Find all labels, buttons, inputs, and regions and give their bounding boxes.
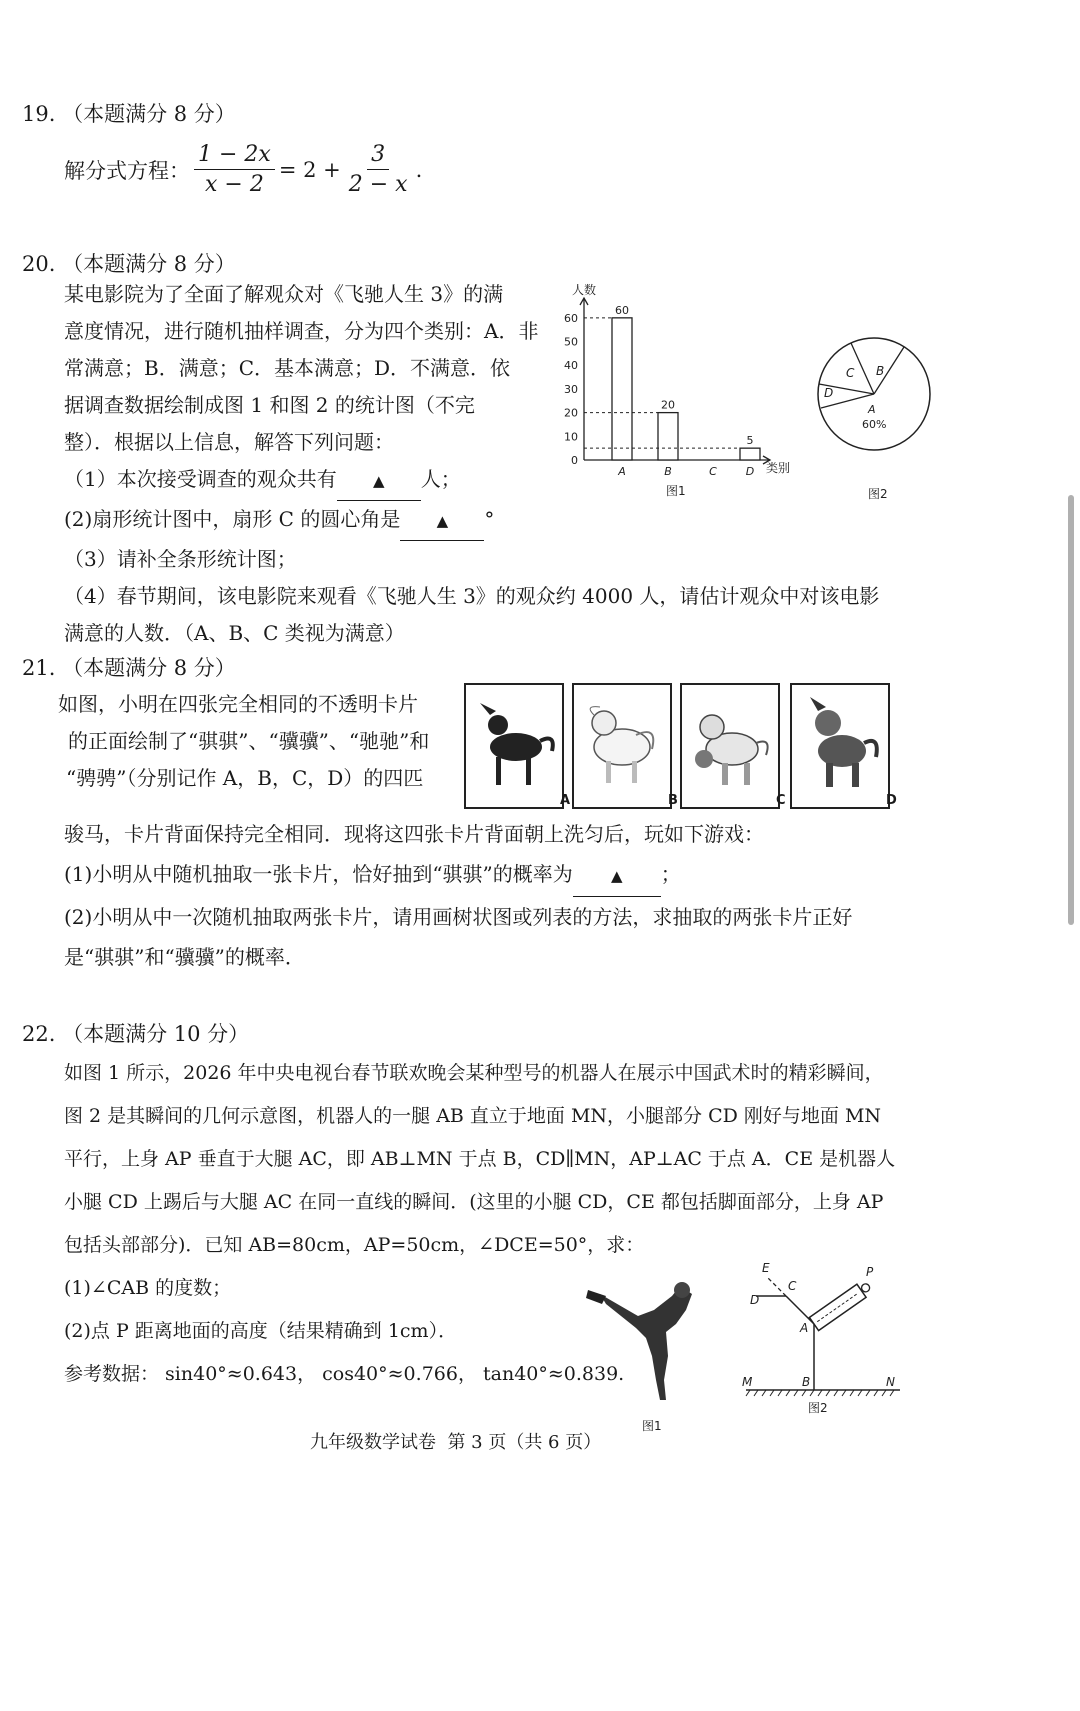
- point-label-a: A: [800, 1321, 809, 1335]
- pie-divider: [851, 343, 874, 394]
- card-a: [464, 683, 564, 809]
- q21-number: 21.: [22, 656, 56, 680]
- card-label-c: C: [776, 793, 786, 808]
- point-label-d: D: [750, 1293, 760, 1307]
- q20-points: （本题满分 8 分）: [62, 252, 236, 276]
- q20-sub4-line2: 满意的人数．（A、B、C 类视为满意）: [64, 621, 405, 645]
- bar-chart-y-tick: 60: [564, 311, 578, 325]
- q19-end: .: [415, 157, 423, 182]
- q20-sub2: [64, 501, 879, 541]
- q22-line: 小腿 CD 上踢后与大腿 AC 在同一直线的瞬间．(这里的小腿 CD，CE 都包括脚面部分，上身 AP: [64, 1191, 884, 1213]
- q22-line: 如图 1 所示，2026 年中央电视台春节联欢晚会某种型号的机器人在展示中国武术时的精彩瞬间，: [64, 1062, 884, 1084]
- point-label-n: N: [886, 1375, 895, 1389]
- q19-rhs-fraction: [345, 142, 412, 197]
- figure2-label: 图2: [808, 1401, 828, 1415]
- q19-lhs-denominator: x − 2: [205, 172, 264, 197]
- q21-sub2-line1: (2)小明从中一次随机抽取两张卡片，请用画树状图或列表的方法，求抽取的两张卡片正好: [64, 905, 853, 929]
- bar-chart-y-label: 人数: [572, 283, 597, 297]
- q22-sub2: (2)点 P 距离地面的高度（结果精确到 1cm）．: [64, 1320, 458, 1342]
- pie-chart: [810, 330, 945, 510]
- bar-chart-y-tick: 0: [571, 454, 578, 467]
- pie-label-c: C: [846, 366, 855, 380]
- q19-rhs-denominator: 2 − x: [348, 172, 408, 197]
- card-b: [572, 683, 672, 809]
- bar: [612, 318, 632, 460]
- bar-chart: [556, 280, 806, 500]
- robot-kick-figure: [580, 1276, 730, 1436]
- q20-number: 20.: [22, 252, 56, 276]
- bar-chart-y-tick: 20: [564, 406, 578, 420]
- upper-body-ap: [809, 1279, 873, 1331]
- card-d: [790, 683, 890, 809]
- bar-chart-title: 图1: [666, 484, 686, 498]
- q22-points: （本题满分 10 分）: [62, 1022, 250, 1046]
- point-label-c: C: [788, 1279, 797, 1293]
- q20-line: 据调查数据绘制成图 1 和图 2 的统计图（不完: [64, 393, 475, 417]
- q20-sub3: （3）请补全条形统计图；: [64, 547, 297, 571]
- q20-sub2-text: (2)扇形统计图中，扇形 C 的圆心角是: [64, 507, 401, 531]
- bar: [658, 413, 678, 460]
- robot-geometry-diagram: [738, 1252, 908, 1437]
- q21-points: （本题满分 8 分）: [62, 656, 236, 680]
- q21-sub1-answer-blank[interactable]: [573, 854, 661, 897]
- q22-sub1: (1)∠CAB 的度数；: [64, 1277, 232, 1299]
- blank-triangle-icon: ▲: [372, 472, 385, 490]
- q20-line: 意度情况，进行随机抽样调查，分为四个类别：A．非: [64, 319, 539, 343]
- q19-rhs-numerator: 3: [367, 142, 389, 170]
- blank-triangle-icon: ▲: [436, 512, 449, 530]
- figure1-label: 图1: [642, 1419, 662, 1433]
- point-label-m: M: [742, 1375, 753, 1389]
- bar-chart-y-tick: 50: [564, 335, 578, 349]
- q20-sub2-answer-blank[interactable]: [400, 501, 484, 541]
- card-label-a: A: [560, 793, 571, 808]
- point-label-e: E: [762, 1261, 770, 1275]
- q22-reference: 参考数据： sin40°≈0.643， cos40°≈0.766， tan40°≈0.839.: [64, 1363, 625, 1385]
- pie-label-d: D: [824, 386, 834, 400]
- pie-label-a-percent: 60%: [862, 418, 887, 431]
- bar: [740, 448, 760, 460]
- pie-label-b: B: [876, 364, 885, 378]
- q19-equation: [64, 142, 422, 197]
- q21-sub2-line2: 是“骐骐”和“骥骥”的概率．: [64, 945, 305, 969]
- pie-chart-title: 图2: [868, 487, 888, 501]
- q21-intro: [58, 686, 429, 797]
- q22-line: 图 2 是其瞬间的几何示意图，机器人的一腿 AB 直立于地面 MN，小腿部分 CD 刚好与地面 MN: [64, 1105, 882, 1127]
- card-label-b: B: [668, 793, 678, 808]
- q19-prompt: 解分式方程：: [64, 158, 190, 183]
- q19-heading: [22, 98, 236, 128]
- q19-points: （本题满分 8 分）: [62, 102, 236, 126]
- q19-lhs-numerator: 1 − 2x: [194, 142, 275, 170]
- bar-data-label: 60: [615, 303, 629, 317]
- q22-line: 包括头部部分)．已知 AB=80cm，AP=50cm，∠DCE=50°，求：: [64, 1234, 645, 1256]
- segment-ac: [786, 1296, 814, 1324]
- bar-chart-x-tick: A: [618, 465, 626, 478]
- bar-chart-x-tick: D: [745, 465, 755, 478]
- horse-d-icon: [792, 685, 888, 807]
- q20-line: 某电影院为了全面了解观众对《飞驰人生 3》的满: [64, 282, 504, 306]
- point-label-p: P: [866, 1265, 874, 1279]
- blank-triangle-icon: ▲: [611, 867, 623, 885]
- segment-ce: [768, 1278, 786, 1296]
- ground-hatching: [746, 1390, 894, 1396]
- bar-chart-y-tick: 30: [564, 382, 578, 396]
- q20-heading: [22, 248, 236, 278]
- q21-line: “骋骋”（分别记作 A，B，C，D）的四匹: [66, 766, 424, 790]
- q22-line: 平行，上身 AP 垂直于大腿 AC，即 AB⊥MN 于点 B，CD∥MN，AP⊥AC 于点 A．CE 是机器人: [64, 1148, 896, 1170]
- card-label-d: D: [886, 793, 897, 808]
- bar-chart-x-label: 类别: [766, 461, 791, 475]
- q21-sub1-text: (1)小明从中随机抽取一张卡片，恰好抽到“骐骐”的概率为: [64, 862, 573, 886]
- page-footer: 九年级数学试卷 第 3 页（共 6 页）: [310, 1432, 602, 1453]
- q19-middle: = 2 +: [278, 157, 341, 182]
- horse-b-icon: [574, 685, 670, 807]
- q20-sub1-text: （1）本次接受调查的观众共有: [64, 467, 337, 491]
- bar-chart-marks: [584, 304, 760, 460]
- q19-lhs-fraction: [194, 142, 275, 197]
- bar-chart-x-tick: C: [709, 465, 717, 478]
- q21-sub1: [64, 854, 852, 897]
- q20-sub1-answer-blank[interactable]: [337, 461, 421, 501]
- bar-chart-y-tick: 10: [564, 430, 578, 444]
- vertical-scrollbar[interactable]: [1068, 495, 1074, 925]
- card-row: [464, 683, 904, 813]
- bar-chart-y-tick: 40: [564, 359, 578, 373]
- q20-line: 整）．根据以上信息，解答下列问题：: [64, 430, 394, 454]
- q20-sub4-line1: （4）春节期间，该电影院来观看《飞驰人生 3》的观众约 4000 人，请估计观众中对该电影: [64, 584, 880, 608]
- bar-data-label: 20: [661, 398, 675, 412]
- q21-body: [64, 814, 852, 977]
- bar-chart-x-tick: B: [664, 465, 672, 478]
- q22-heading: [22, 1018, 249, 1048]
- q21-heading: [22, 652, 236, 682]
- q20-sub2-suffix: °: [484, 507, 495, 531]
- q21-line4: 骏马，卡片背面保持完全相同．现将这四张卡片背面朝上洗匀后，玩如下游戏：: [64, 822, 764, 846]
- q21-line: 如图，小明在四张完全相同的不透明卡片: [58, 692, 418, 716]
- card-c: [680, 683, 780, 809]
- q21-line: 的正面绘制了“骐骐”、“骥骥”、“驰驰”和: [68, 729, 430, 753]
- q19-number: 19.: [22, 102, 56, 126]
- q22-number: 22.: [22, 1022, 56, 1046]
- point-label-b: B: [802, 1375, 811, 1389]
- q20-line: 常满意；B．满意；C．基本满意；D．不满意．依: [64, 356, 511, 380]
- q20-sub1-suffix: 人；: [420, 467, 461, 491]
- horse-c-icon: [682, 685, 778, 807]
- bar-data-label: 5: [746, 434, 754, 448]
- pie-label-a: A: [868, 403, 876, 416]
- horse-a-icon: [466, 685, 562, 807]
- q21-sub1-suffix: ；: [660, 862, 681, 886]
